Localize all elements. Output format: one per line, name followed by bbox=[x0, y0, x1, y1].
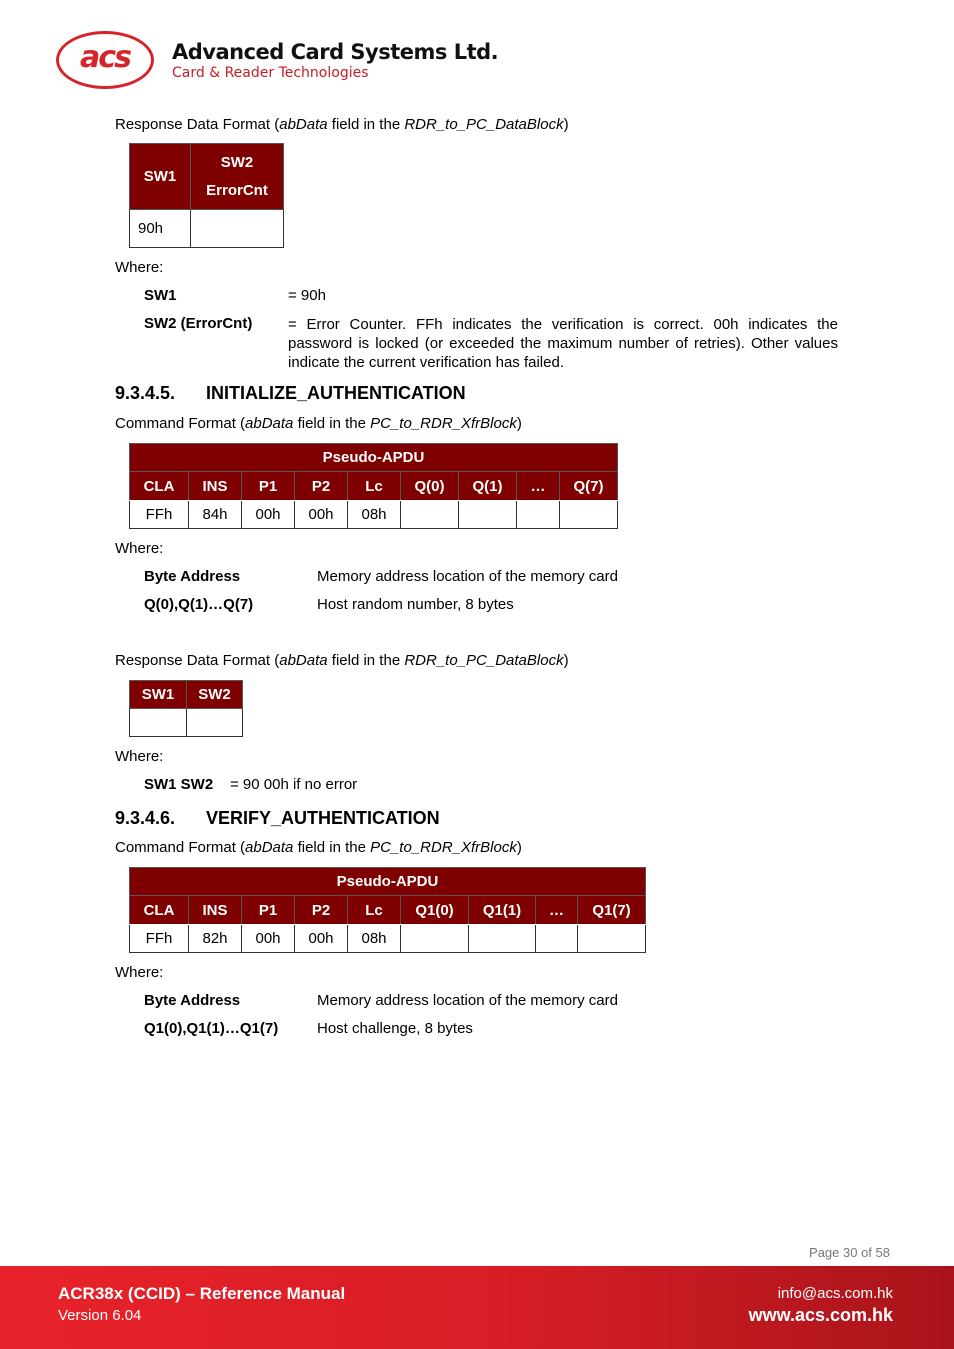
footer-website-link[interactable]: www.acs.com.hk bbox=[748, 1305, 893, 1325]
col-sw2: SW2 bbox=[187, 681, 243, 709]
apdu-header-q1-1: Q1(1) bbox=[469, 896, 536, 925]
apdu-header-ins: INS bbox=[189, 472, 242, 501]
def-term-sw2: SW2 (ErrorCnt) bbox=[144, 315, 253, 332]
apdu-header-p1: P1 bbox=[242, 896, 295, 925]
footer-title: ACR38x (CCID) – Reference Manual bbox=[58, 1284, 346, 1303]
apdu-table-verify bbox=[129, 867, 646, 953]
where-label-1: Where: bbox=[115, 259, 164, 276]
cell-sw2 bbox=[191, 210, 284, 248]
apdu-header-q7: Q(7) bbox=[560, 472, 618, 501]
command-format-caption-2: Command Format (abData field in the PC_to_RDR_XfrBlock) bbox=[115, 839, 522, 856]
footer-version: Version 6.04 bbox=[58, 1307, 142, 1324]
response-format-caption-1: Response Data Format (abData field in the RDR_to_PC_DataBlock) bbox=[115, 116, 569, 133]
footer-email-link[interactable]: info@acs.com.hk bbox=[777, 1285, 893, 1302]
apdu-header-p2: P2 bbox=[295, 472, 348, 501]
footer-bar bbox=[0, 1266, 954, 1349]
apdu-header-lc: Lc bbox=[348, 472, 401, 501]
apdu-header-p1: P1 bbox=[242, 472, 295, 501]
apdu-value: 00h bbox=[242, 925, 295, 953]
apdu-value bbox=[401, 925, 469, 953]
section-heading-verify: 9.3.4.6. VERIFY_AUTHENTICATION bbox=[115, 808, 440, 828]
def-term-byte-address: Byte Address bbox=[144, 992, 241, 1009]
apdu-value: 00h bbox=[295, 925, 348, 953]
apdu-value bbox=[517, 501, 560, 529]
def-term-sw1: SW1 bbox=[144, 287, 177, 304]
def-term-sw1-sw2: SW1 SW2 bbox=[144, 776, 214, 793]
cell-sw1: 90h bbox=[130, 210, 191, 248]
apdu-header-cla: CLA bbox=[130, 472, 189, 501]
col-sw1: SW1 bbox=[130, 681, 187, 709]
cell-sw2 bbox=[187, 709, 243, 737]
where-label-2: Where: bbox=[115, 540, 164, 557]
def-term-q1: Q1(0),Q1(1)…Q1(7) bbox=[144, 1020, 279, 1037]
def-desc-byte-address: Memory address location of the memory card bbox=[317, 992, 618, 1009]
def-desc-sw1-sw2: = 90 00h if no error bbox=[230, 776, 358, 793]
page-number: Page 30 of 58 bbox=[809, 1245, 890, 1260]
col-sw1: SW1 bbox=[130, 144, 191, 210]
command-format-caption-1: Command Format (abData field in the PC_to_RDR_XfrBlock) bbox=[115, 415, 522, 432]
cell-sw1 bbox=[130, 709, 187, 737]
acs-logo bbox=[56, 31, 154, 89]
apdu-value: 00h bbox=[242, 501, 295, 529]
response-table-1 bbox=[129, 143, 284, 248]
apdu-header-lc: Lc bbox=[348, 896, 401, 925]
logo-text: acs bbox=[80, 40, 130, 75]
def-term-q: Q(0),Q(1)…Q(7) bbox=[144, 596, 254, 613]
apdu-value bbox=[459, 501, 517, 529]
apdu-header-cla: CLA bbox=[130, 896, 189, 925]
def-desc-q: Host random number, 8 bytes bbox=[317, 596, 514, 613]
company-tagline: Card & Reader Technologies bbox=[172, 65, 369, 81]
response-table-2 bbox=[129, 680, 243, 737]
apdu-value bbox=[401, 501, 459, 529]
where-label-3: Where: bbox=[115, 748, 164, 765]
apdu-value: FFh bbox=[130, 925, 189, 953]
def-desc-sw1: = 90h bbox=[288, 287, 326, 304]
apdu-value bbox=[469, 925, 536, 953]
apdu-value bbox=[578, 925, 646, 953]
apdu-value: 84h bbox=[189, 501, 242, 529]
apdu-value: 00h bbox=[295, 501, 348, 529]
where-label-4: Where: bbox=[115, 964, 164, 981]
apdu-header-q0: Q(0) bbox=[401, 472, 459, 501]
apdu-header-ellipsis: … bbox=[536, 896, 578, 925]
apdu-title: Pseudo-APDU bbox=[130, 444, 618, 472]
def-desc-byte-address: Memory address location of the memory card bbox=[317, 568, 618, 585]
apdu-header-q1-0: Q1(0) bbox=[401, 896, 469, 925]
apdu-table-initialize bbox=[129, 443, 618, 529]
apdu-header-q1-7: Q1(7) bbox=[578, 896, 646, 925]
def-desc-sw2: = Error Counter. FFh indicates the verification is correct. 00h indicates the password is locked (or exceeded the maximum number of retries). Other values indicate the current verification has failed. bbox=[288, 316, 838, 371]
col-sw2-errorcnt: SW2 ErrorCnt bbox=[191, 144, 284, 210]
apdu-value: 82h bbox=[189, 925, 242, 953]
def-desc-q1: Host challenge, 8 bytes bbox=[317, 1020, 473, 1037]
company-name: Advanced Card Systems Ltd. bbox=[172, 40, 499, 64]
def-term-byte-address: Byte Address bbox=[144, 568, 241, 585]
apdu-header-ellipsis: … bbox=[517, 472, 560, 501]
apdu-value: FFh bbox=[130, 501, 189, 529]
apdu-value bbox=[560, 501, 618, 529]
apdu-title: Pseudo-APDU bbox=[130, 868, 646, 896]
section-heading-initialize: 9.3.4.5. INITIALIZE_AUTHENTICATION bbox=[115, 383, 466, 403]
response-format-caption-2: Response Data Format (abData field in the RDR_to_PC_DataBlock) bbox=[115, 652, 569, 669]
apdu-value: 08h bbox=[348, 501, 401, 529]
apdu-value: 08h bbox=[348, 925, 401, 953]
apdu-header-ins: INS bbox=[189, 896, 242, 925]
apdu-header-p2: P2 bbox=[295, 896, 348, 925]
apdu-value bbox=[536, 925, 578, 953]
apdu-header-q1: Q(1) bbox=[459, 472, 517, 501]
